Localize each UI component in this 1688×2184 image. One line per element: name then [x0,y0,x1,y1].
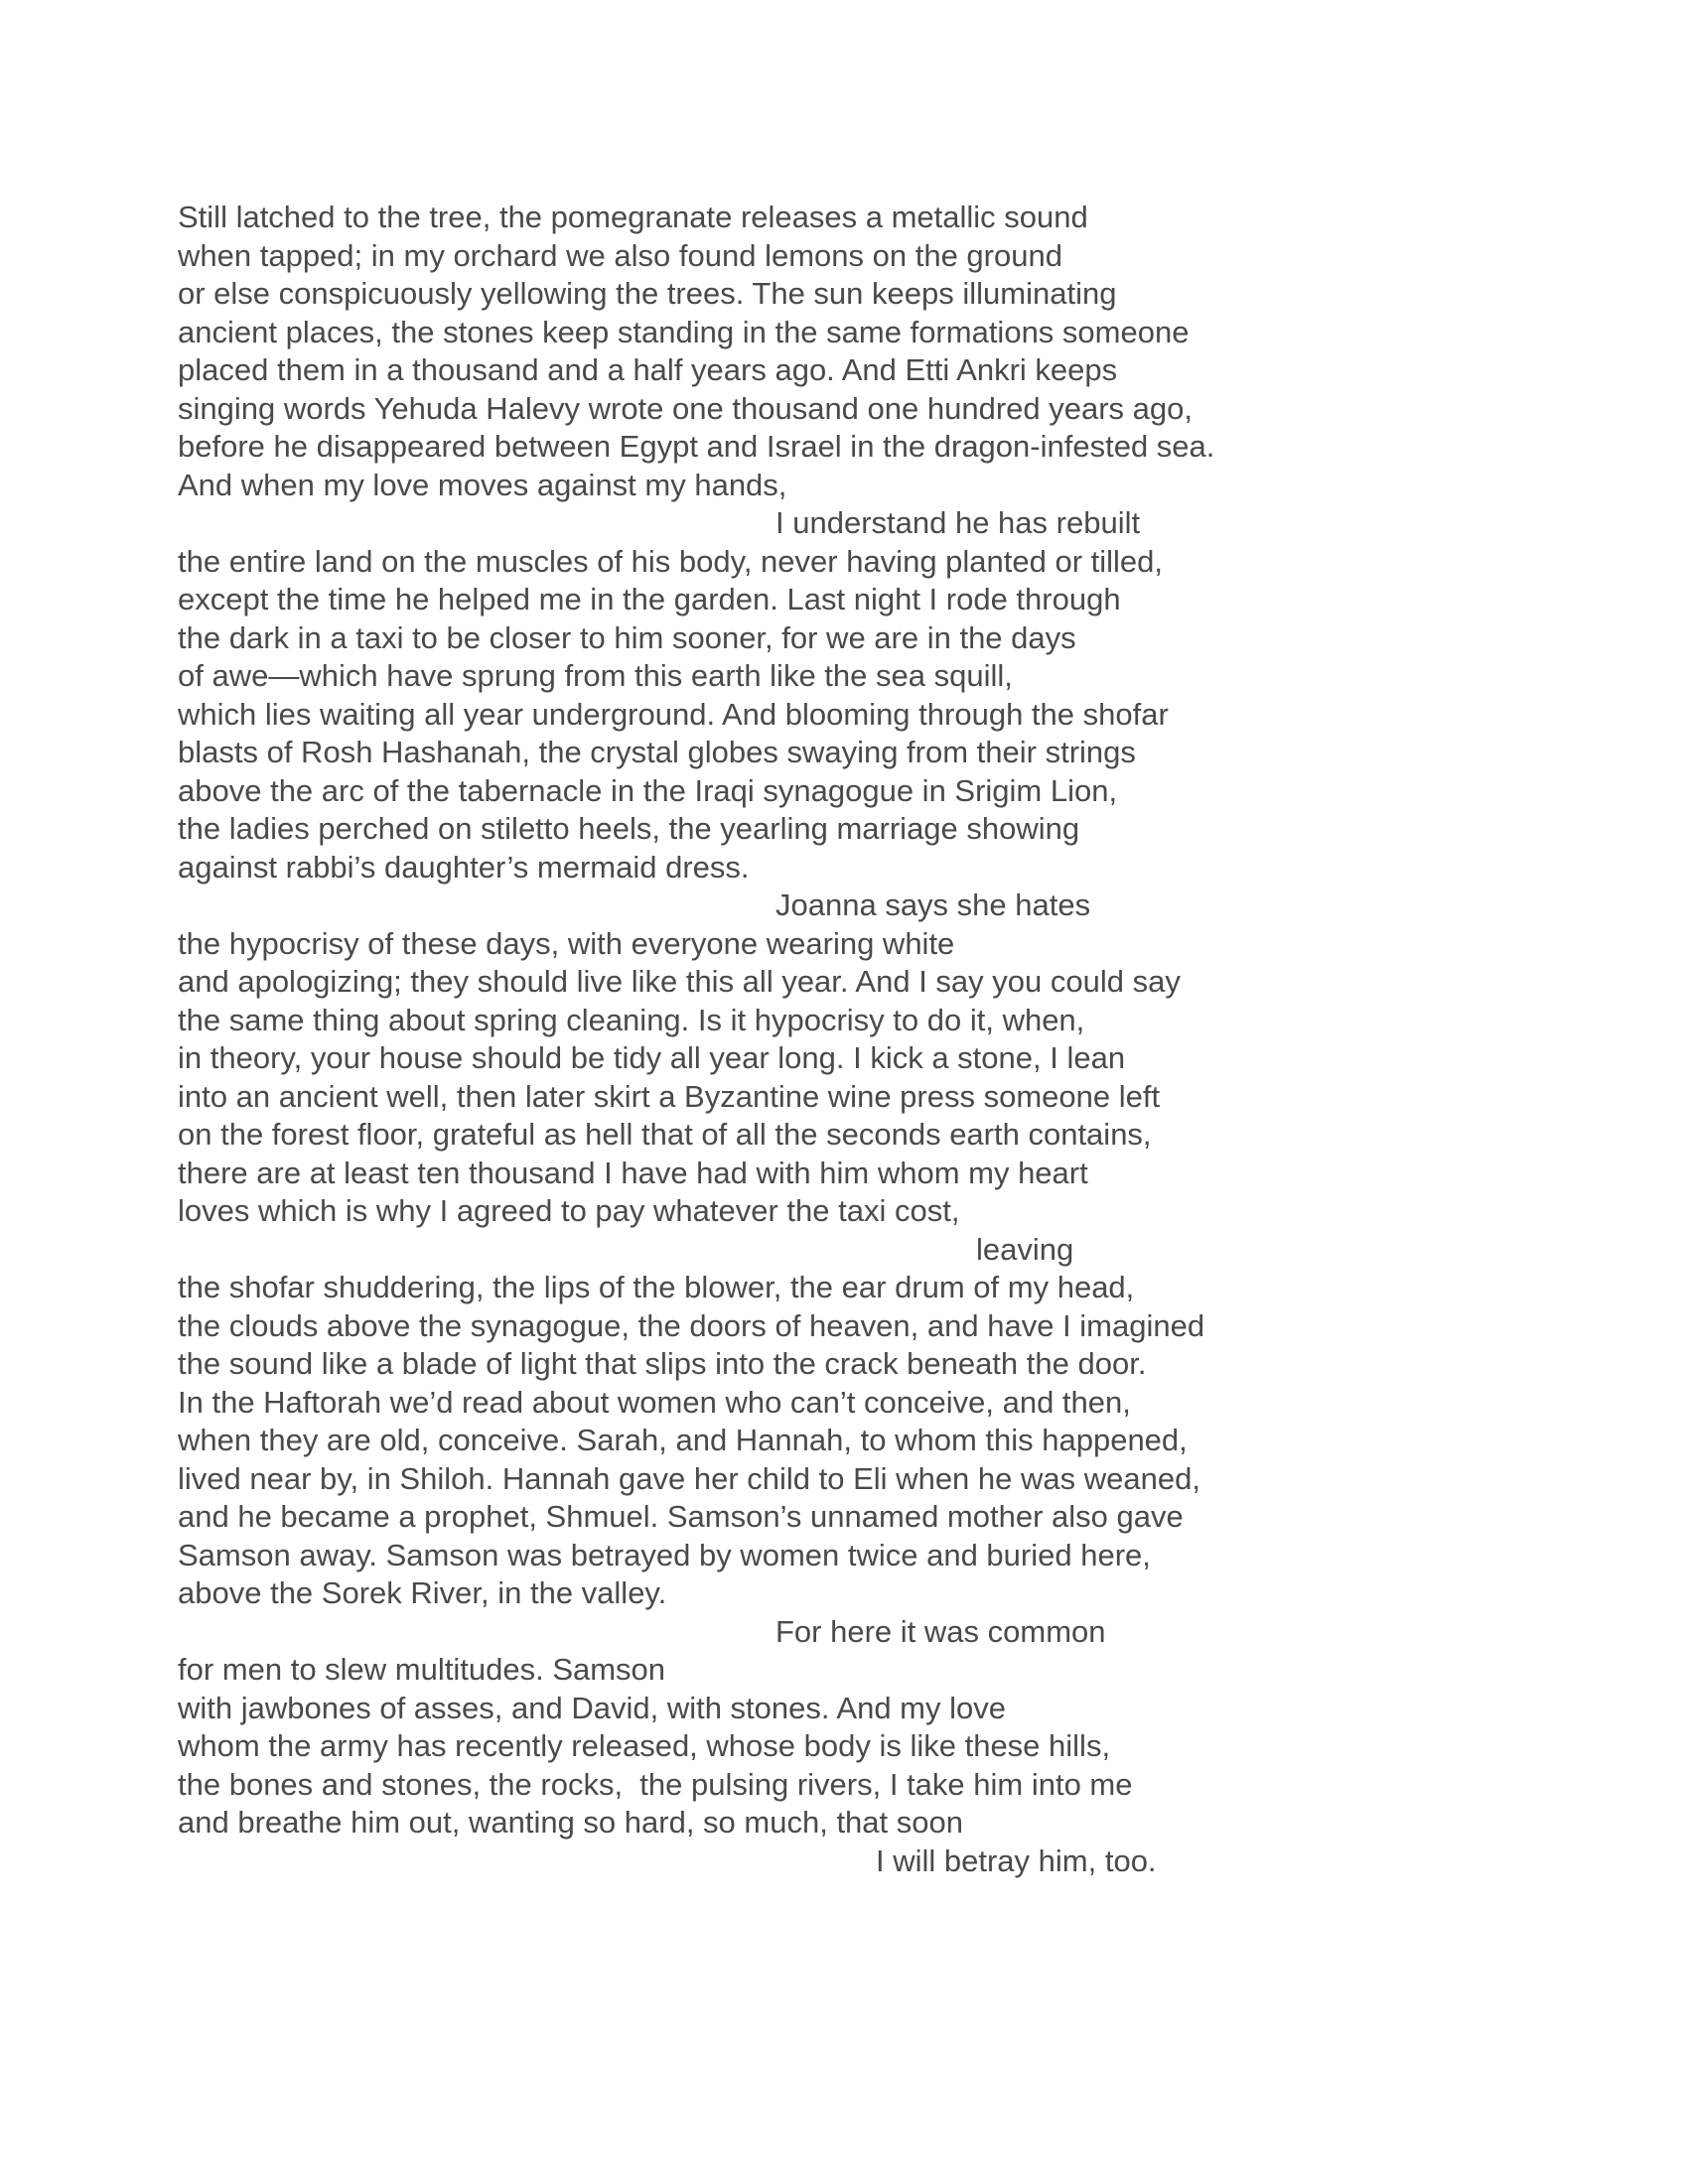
poem-line: the shofar shuddering, the lips of the blower, the ear drum of my head, [178,1270,1135,1304]
poem-line: before he disappeared between Egypt and Israel in the dragon-infested sea. [178,429,1215,464]
poem-line-dropped: Joanna says she hates [775,887,1091,922]
poem-line: for men to slew multitudes. Samson [178,1652,666,1687]
poem-line-dropped: leaving [976,1231,1074,1267]
poem-line: or else conspicuously yellowing the trees. The sun keeps illuminating [178,276,1117,311]
poem-line: which lies waiting all year underground. And blooming through the shofar [178,696,1169,732]
poem-line-dropped: I understand he has rebuilt [775,505,1141,540]
poem-line: And when my love moves against my hands, [178,467,787,502]
poem-line: and he became a prophet, Shmuel. Samson’s unnamed mother also gave [178,1499,1184,1534]
poem-line: when they are old, conceive. Sarah, and Hannah, to whom this happened, [178,1423,1188,1457]
poem-line: blasts of Rosh Hashanah, the crystal globes swaying from their strings [178,735,1136,769]
poem-line: the same thing about spring cleaning. Is it hypocrisy to do it, when, [178,1002,1085,1037]
poem-line: lived near by, in Shiloh. Hannah gave her child to Eli when he was weaned, [178,1460,1200,1496]
poem-line: and breathe him out, wanting so hard, so much, that soon [178,1805,963,1840]
poem-line: Still latched to the tree, the pomegranate releases a metallic sound [178,200,1088,234]
poem-line: in theory, your house should be tidy all year long. I kick a stone, I lean [178,1040,1126,1075]
poem-line: whom the army has recently released, whose body is like these hills, [178,1728,1111,1763]
poem-line: against rabbi’s daughter’s mermaid dress. [178,849,750,885]
poem-line: when tapped; in my orchard we also found lemons on the ground [178,237,1062,273]
poem-line: the sound like a blade of light that slips into the crack beneath the door. [178,1346,1147,1381]
poem-line: and apologizing; they should live like this all year. And I say you could say [178,964,1181,999]
poem-line-dropped: For here it was common [775,1613,1106,1649]
poem-line: singing words Yehuda Halevy wrote one thousand one hundred years ago, [178,390,1194,426]
poem-line: ancient places, the stones keep standing in the same formations someone [178,314,1190,349]
poem-line: into an ancient well, then later skirt a Byzantine wine press someone left [178,1078,1161,1114]
poem-line: the bones and stones, the rocks, the pulsing rivers, I take him into me [178,1766,1133,1802]
poem-line: the clouds above the synagogue, the doors of heaven, and have I imagined [178,1307,1205,1343]
poem-line: there are at least ten thousand I have had with him whom my heart [178,1155,1088,1190]
poem-line: the dark in a taxi to be closer to him sooner, for we are in the days [178,619,1076,655]
poem-line: above the arc of the tabernacle in the Iraqi synagogue in Srigim Lion, [178,772,1118,808]
poem-line: with jawbones of asses, and David, with stones. And my love [178,1690,1006,1725]
poem-line: of awe—which have sprung from this earth like the sea squill, [178,658,1013,693]
poem-line: placed them in a thousand and a half years ago. And Etti Ankri keeps [178,352,1118,387]
poem-line: loves which is why I agreed to pay whatever the taxi cost, [178,1193,960,1228]
poem-text [178,199,1568,1880]
poem-line: except the time he helped me in the garden. Last night I rode through [178,582,1121,616]
poem-line: the hypocrisy of these days, with everyone wearing white [178,925,955,961]
poem-line: on the forest floor, grateful as hell that of all the seconds earth contains, [178,1117,1152,1152]
poem-line: Samson away. Samson was betrayed by women twice and buried here, [178,1537,1151,1572]
poem-line: In the Haftorah we’d read about women who can’t conceive, and then, [178,1384,1131,1420]
poem-line-dropped: I will betray him, too. [876,1843,1157,1878]
poem-line: above the Sorek River, in the valley. [178,1575,667,1610]
poem-line: the entire land on the muscles of his body, never having planted or tilled, [178,543,1164,579]
poem-line: the ladies perched on stiletto heels, the yearling marriage showing [178,811,1080,846]
